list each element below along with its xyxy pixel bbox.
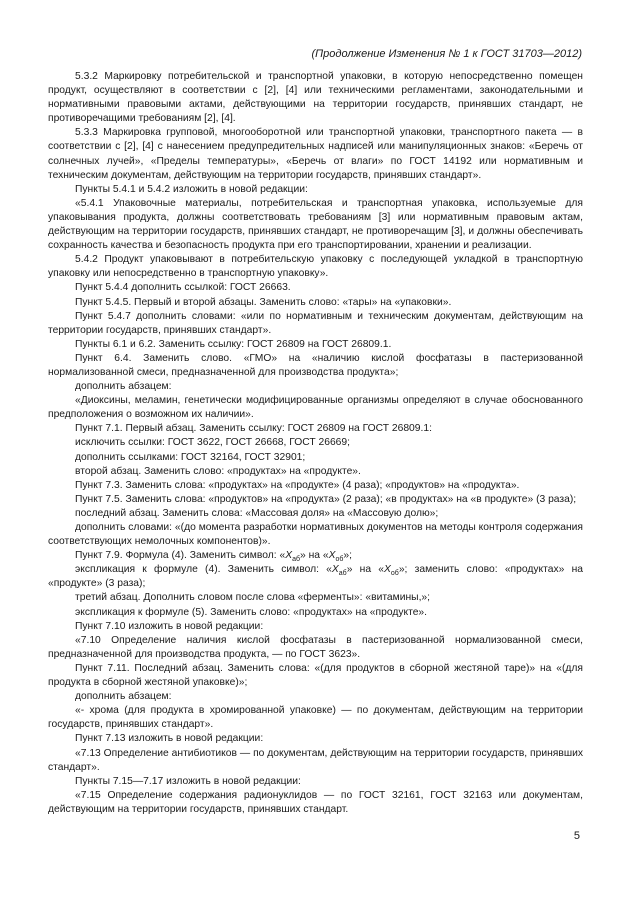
paragraph: «- хрома (для продукта в хромированной упаковке) — по документам, действующим на территории государств, принявших стандарт».: [48, 705, 583, 731]
paragraph: Пункт 7.1. Первый абзац. Заменить ссылку: ГОСТ 26809 на ГОСТ 26809.1:: [75, 423, 432, 435]
paragraph: дополнить ссылками: ГОСТ 32164, ГОСТ 32901;: [75, 451, 306, 463]
paragraph: Пункт 5.4.4 дополнить ссылкой: ГОСТ 26663.: [75, 282, 291, 294]
paragraph: Пункт 5.4.7 дополнить словами: «или по нормативным и техническим документам, действующим на территории государств, принявших стандарт».: [48, 310, 583, 336]
text-run: » на «: [346, 564, 385, 576]
formula-paragraph: [48, 563, 583, 591]
text-run: »;: [343, 550, 352, 562]
paragraph: исключить ссылки: ГОСТ 3622, ГОСТ 26668, ГОСТ 26669;: [75, 437, 350, 449]
paragraph: Пункт 7.3. Заменить слова: «продуктах» на «продукте» (4 раза); «продуктов» на «продукта».: [75, 479, 520, 491]
paragraph: Пункт 7.11. Последний абзац. Заменить слова: «(для продуктов в сборной жестяной таре)» на «(для продукта в сборной жестяной упаковке)»;: [48, 662, 583, 689]
paragraph: Пункты 5.4.1 и 5.4.2 изложить в новой редакции:: [75, 183, 308, 195]
paragraph: «7.13 Определение антибиотиков — по документам, действующим на территории государств, принявших стандарт».: [48, 747, 583, 773]
subscript: oб: [335, 556, 344, 564]
paragraph: экспликация к формуле (5). Заменить слово: «продуктах» на «продукте».: [75, 606, 428, 618]
formula-paragraph: [48, 549, 583, 563]
symbol: X: [331, 564, 339, 576]
paragraph: Пункт 7.13 изложить в новой редакции:: [75, 733, 264, 745]
paragraph: Пункт 7.10 изложить в новой редакции:: [75, 620, 264, 632]
subscript: aб: [338, 570, 347, 578]
paragraph: 5.3.2 Маркировку потребительской и транспортной упаковки, в которую непосредственно помещен продукт, осуществляют в соответствии с [2], [4] или техническими регламентами, законодательными и нормативными правовыми актами, действующими на территории государств, принявших стандарт, не противоречащими требованиям [2], [4].: [48, 71, 583, 125]
subscript: oб: [390, 570, 399, 578]
paragraph: Пункты 7.15—7.17 изложить в новой редакции:: [75, 775, 301, 787]
paragraph: Пункт 7.5. Заменить слова: «продуктов» на «продукта» (2 раза); «в продуктах» на «в продукте» (3 раза);: [75, 493, 577, 505]
paragraph: «5.4.1 Упаковочные материалы, потребительская и транспортная упаковка, используемые для упаковывания продукта, должны соответствовать требованиям [3] или нормативным правовым актам, действующим на территории государств, принявших стандарт, не противоречащим [3], и должны обеспечивать сохранность качества и безопасность продукта при его транспортировании, хранении и реализации.: [48, 197, 583, 252]
text-run: »; заменить слово: «продуктах» на «продукте» (3 раза);: [48, 564, 583, 590]
symbol: X: [328, 550, 336, 562]
paragraph: дополнить словами: «(до момента разработки нормативных документов на методы контроля содержания соответствующих немолочных компонентов)».: [48, 522, 583, 548]
paragraph: дополнить абзацем:: [75, 381, 172, 393]
text-run: экспликация к формуле (4). Заменить символ: «: [75, 564, 332, 576]
paragraph: дополнить абзацем:: [75, 691, 172, 703]
body-text: [48, 70, 583, 817]
paragraph: 5.3.3 Маркировка групповой, многооборотной или транспортной упаковки, транспортного пакета — в соответствии с [2], [4] с нанесением предупредительных надписей или манипуляционных знаков: «Беречь от солнечных лучей», «Пределы температуры», «Беречь от влаги» по ГОСТ 14192 или нормативным и техническим документам, действующим на территории государств, принявших стандарт».: [48, 127, 583, 181]
paragraph: «7.10 Определение наличия кислой фосфатазы в пастеризованной нормализованной смеси, предназначенной для производства продукта, — по ГОСТ 3623».: [48, 634, 583, 660]
subscript: aб: [292, 556, 300, 564]
running-header: (Продолжение Изменения № 1 к ГОСТ 31703—2012): [311, 48, 582, 60]
text-run: » на «: [299, 550, 329, 562]
paragraph: «Диоксины, меламин, генетически модифицированные организмы определяют в случае обоснованного предположения о возможном их наличии».: [48, 395, 583, 421]
symbol: X: [285, 550, 293, 562]
paragraph: «7.15 Определение содержания радионуклидов — по ГОСТ 32161, ГОСТ 32163 или документам, действующим на территории государств, принявших стандарт.: [48, 789, 583, 815]
page-number: 5: [573, 830, 580, 842]
paragraph: третий абзац. Дополнить словом после слова «ферменты»: «витамины,»;: [75, 592, 431, 604]
paragraph: Пункт 6.4. Заменить слово. «ГМО» на «наличию кислой фосфатазы в пастеризованной нормализованной смеси, предназначенной для производства продукта»;: [48, 352, 583, 378]
symbol: X: [384, 564, 391, 576]
paragraph: Пункты 6.1 и 6.2. Заменить ссылку: ГОСТ 26809 на ГОСТ 26809.1.: [75, 338, 392, 350]
paragraph: второй абзац. Заменить слово: «продуктах» на «продукте».: [75, 465, 361, 477]
text-run: Пункт 7.9. Формула (4). Заменить символ: «: [75, 550, 286, 562]
paragraph: Пункт 5.4.5. Первый и второй абзацы. Заменить слово: «тары» на «упаковки».: [75, 296, 452, 308]
paragraph: 5.4.2 Продукт упаковывают в потребительскую упаковку с последующей укладкой в транспортную упаковку или непосредственно в транспортную упаковку».: [48, 254, 583, 280]
paragraph: последний абзац. Заменить слова: «Массовая доля» на «Массовую долю»;: [75, 507, 439, 519]
